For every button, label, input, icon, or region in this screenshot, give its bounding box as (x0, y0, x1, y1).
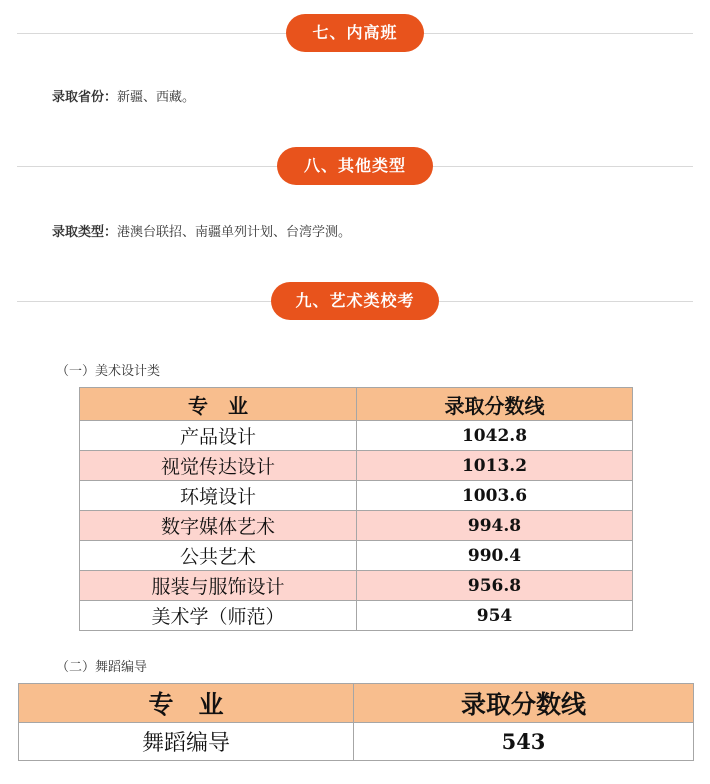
admission-provinces (52, 86, 195, 105)
table-row (80, 601, 633, 631)
major-cell: 环境设计 (80, 481, 357, 511)
score-cell: 990.4 (357, 541, 633, 571)
column-header-major: 专 业 (19, 684, 354, 723)
table-header-row (80, 388, 633, 421)
art-design-score-table (79, 387, 633, 631)
major-cell: 公共艺术 (80, 541, 357, 571)
table-row (80, 481, 633, 511)
major-cell: 视觉传达设计 (80, 451, 357, 481)
score-cell: 1003.6 (357, 481, 633, 511)
table-row (80, 571, 633, 601)
section-header-7 (17, 14, 693, 54)
dance-score-table (18, 683, 694, 761)
table-row (80, 451, 633, 481)
info-label: 录取省份： (52, 90, 118, 105)
major-cell: 产品设计 (80, 421, 357, 451)
admission-types (52, 221, 351, 240)
major-cell: 美术学（师范） (80, 601, 357, 631)
score-cell: 954 (357, 601, 633, 631)
table-header-row (19, 684, 694, 723)
score-cell: 1042.8 (357, 421, 633, 451)
section-header-8 (17, 147, 693, 187)
column-header-major: 专 业 (80, 388, 357, 421)
table-row (19, 723, 694, 761)
art-design-subtitle: （一）美术设计类 (56, 364, 161, 379)
section-title: 七、内高班 (286, 14, 424, 52)
column-header-score: 录取分数线 (354, 684, 694, 723)
info-label: 录取类型： (52, 225, 118, 240)
info-value: 港澳台联招、南疆单列计划、台湾学测。 (117, 225, 352, 240)
table-row (80, 541, 633, 571)
major-cell: 舞蹈编导 (19, 723, 354, 761)
section-title: 八、其他类型 (277, 147, 433, 185)
info-value: 新疆、西藏。 (117, 90, 196, 105)
score-cell: 994.8 (357, 511, 633, 541)
major-cell: 数字媒体艺术 (80, 511, 357, 541)
dance-subtitle: （二）舞蹈编导 (56, 660, 148, 675)
table-row (80, 511, 633, 541)
score-cell: 543 (354, 723, 694, 761)
column-header-score: 录取分数线 (357, 388, 633, 421)
section-header-9 (17, 282, 693, 322)
score-cell: 1013.2 (357, 451, 633, 481)
major-cell: 服装与服饰设计 (80, 571, 357, 601)
score-cell: 956.8 (357, 571, 633, 601)
table-row (80, 421, 633, 451)
section-title: 九、艺术类校考 (271, 282, 439, 320)
